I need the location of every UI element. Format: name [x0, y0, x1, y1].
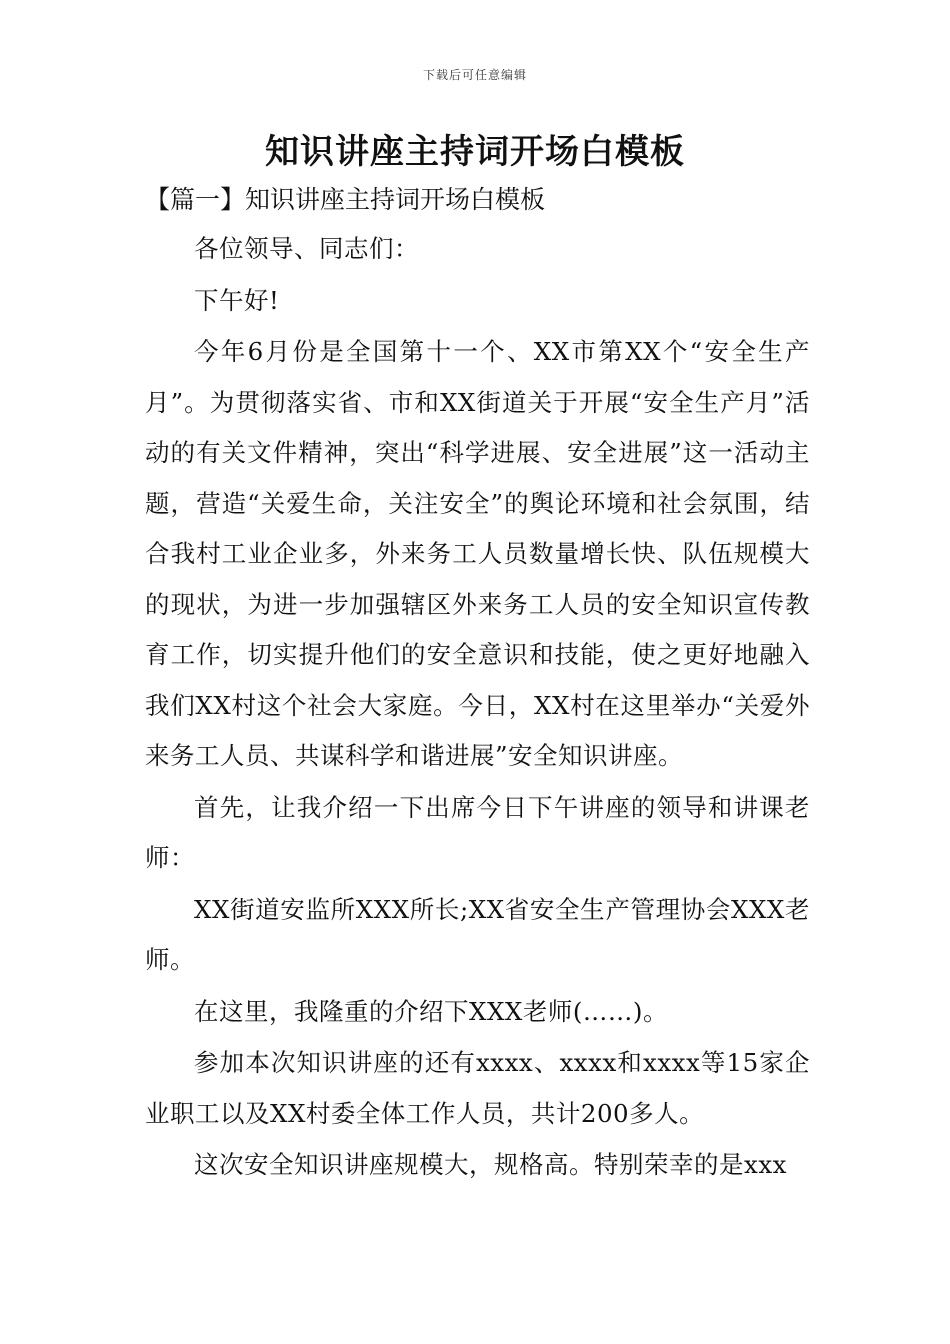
- header-note: 下载后可任意编辑: [422, 68, 527, 82]
- document-body: [145, 224, 810, 1192]
- paragraph-introduce-teacher: 在这里，我隆重的介绍下XXX老师(……)。: [194, 996, 668, 1026]
- document-title: 知识讲座主持词开场白模板: [265, 132, 685, 172]
- paragraph-scale: 这次安全知识讲座规模大，规格高。特别荣幸的是xxx: [194, 1150, 787, 1179]
- section-heading: 【篇一】知识讲座主持词开场白模板: [145, 185, 546, 214]
- paragraph-good-afternoon: 下午好!: [194, 285, 280, 315]
- paragraph-intro: 今年6月份是全国第十一个、XX市第XX个“安全生产月”。为贯彻落实省、市和XX街道关于开展“安全生产月”活动的有关文件精神，突出“科学进展、安全进展”这一活动主题，营造“关爱生命，关注安全”的舆论环境和社会氛围，结合我村工业企业多，外来务工人员数量增长快、队伍规模大的现状，为进一步加强辖区外来务工人员的安全知识宣传教育工作，切实提升他们的安全意识和技能，使之更好地融入我们XX村这个社会大家庭。今日，XX村在这里举办“关爱外来务工人员、共谋科学和谐进展”安全知识讲座。: [145, 337, 810, 770]
- paragraph-introduce-guests: 首先，让我介绍一下出席今日下午讲座的领导和讲课老师：: [145, 792, 810, 872]
- paragraph-greeting: 各位领导、同志们：: [194, 234, 419, 263]
- paragraph-guest-list: XX街道安监所XXX所长;XX省安全生产管理协会XXX老师。: [145, 894, 810, 974]
- paragraph-attendees: 参加本次知识讲座的还有xxxx、xxxx和xxxx等15家企业职工以及XX村委全体工作人员，共计200多人。: [145, 1048, 810, 1128]
